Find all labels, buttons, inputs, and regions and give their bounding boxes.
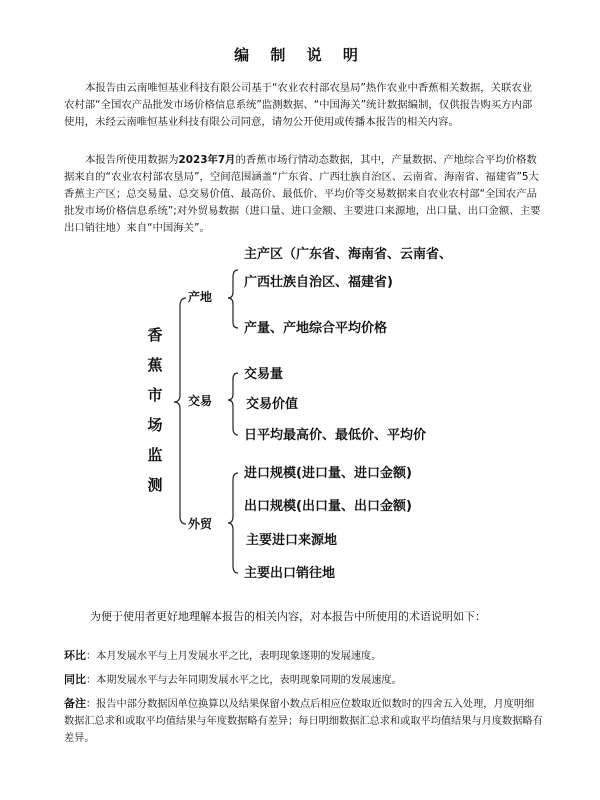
leaf-import-scale: 进口规模(进口量、进口金额)	[244, 466, 412, 481]
monitoring-structure-diagram	[0, 230, 600, 600]
root-char: 蕉	[147, 356, 163, 374]
root-char: 监	[147, 446, 163, 464]
note-label: 备注	[64, 697, 86, 710]
root-char: 香	[147, 326, 163, 344]
origin-brace	[228, 270, 238, 328]
term-label: 环比	[64, 649, 86, 662]
terms-intro: 为便于使用者更好地理解本报告的相关内容，对本报告中所使用的术语说明如下：	[90, 610, 486, 623]
branch-trade: 交易	[188, 394, 213, 408]
term-mom	[64, 647, 544, 665]
term-desc: ：本月发展水平与上月发展水平之比，表明现象逐期的发展速度。	[86, 651, 382, 662]
leaf-main-regions-line2: 广西壮族自治区、福建省)	[244, 275, 393, 290]
note-desc: ：报告中部分数据因单位换算以及结果保留小数点后相应位数取近似数时的四舍五入处理，月度明细数据汇总求和或取平均值结果与年度数据略有差异；每日明细数据汇总求和或取平均值结果与月度数据略有差异。	[64, 699, 543, 744]
intro-paragraph: 本报告由云南唯恒基业科技有限公司基于“农业农村部农垦局”热作农业中香蕉相关数据，关联农业农村部“全国农产品批发市场价格信息系统”监测数据、“中国海关”统计数据编制，仅供报告购买方内部使用，未经云南唯恒基业科技有限公司同意，请勿公开使用或传播本报告的相关内容。	[64, 82, 533, 128]
leaf-import-sources: 主要进口来源地	[246, 533, 338, 548]
data-source-paragraph	[64, 152, 542, 237]
leaf-export-scale: 出口规模(出口量、出口金额)	[244, 499, 412, 514]
leaf-value: 交易价值	[246, 397, 299, 412]
leaf-export-destinations: 主要出口销往地	[244, 566, 336, 581]
root-char: 测	[147, 476, 163, 494]
remark-note	[64, 695, 544, 747]
leaf-main-regions-line1: 主产区（广东省、海南省、云南省、	[244, 247, 453, 262]
leaf-output-price: 产量、产地综合平均价格	[244, 321, 388, 336]
leaf-daily-prices: 日平均最高价、最低价、平均价	[244, 428, 427, 443]
trade-brace	[228, 373, 238, 435]
root-label-banana-market-monitoring	[145, 320, 165, 500]
root-char: 场	[147, 416, 163, 434]
leaf-volume: 交易量	[244, 367, 284, 382]
para2-before: 本报告所使用数据为	[85, 154, 179, 166]
term-yoy	[64, 671, 544, 689]
term-label: 同比	[64, 673, 86, 686]
branch-origin: 产地	[188, 290, 213, 304]
para2-after: 的香蕉市场行情动态数据，其中，产量数据、产地综合平均价格数据来自的“农业农村部农垦局”，空间范围涵盖“广东省、广西壮族自治区、云南省、海南省、福建省”5大香蕉主产区；总交易量、总交易价值、最高价、最低价、平均价等交易数据来自农业农村部“全国农产品批发市场价格信息系统”;对外贸易数据（进口量、进口金额、主要进口来源地，出口量、出口金额、主要出口销往地）来自“中国海关”。	[64, 154, 541, 234]
report-period: 2023年7月	[178, 154, 236, 166]
foreign-trade-brace	[228, 473, 238, 573]
root-char: 市	[147, 386, 163, 404]
term-desc: ：本期发展水平与去年同期发展水平之比，表明现象同期的发展速度。	[86, 675, 402, 686]
branch-foreign-trade: 外贸	[188, 517, 213, 531]
page-title: 编 制 说 明	[234, 46, 366, 64]
root-brace	[174, 298, 186, 524]
